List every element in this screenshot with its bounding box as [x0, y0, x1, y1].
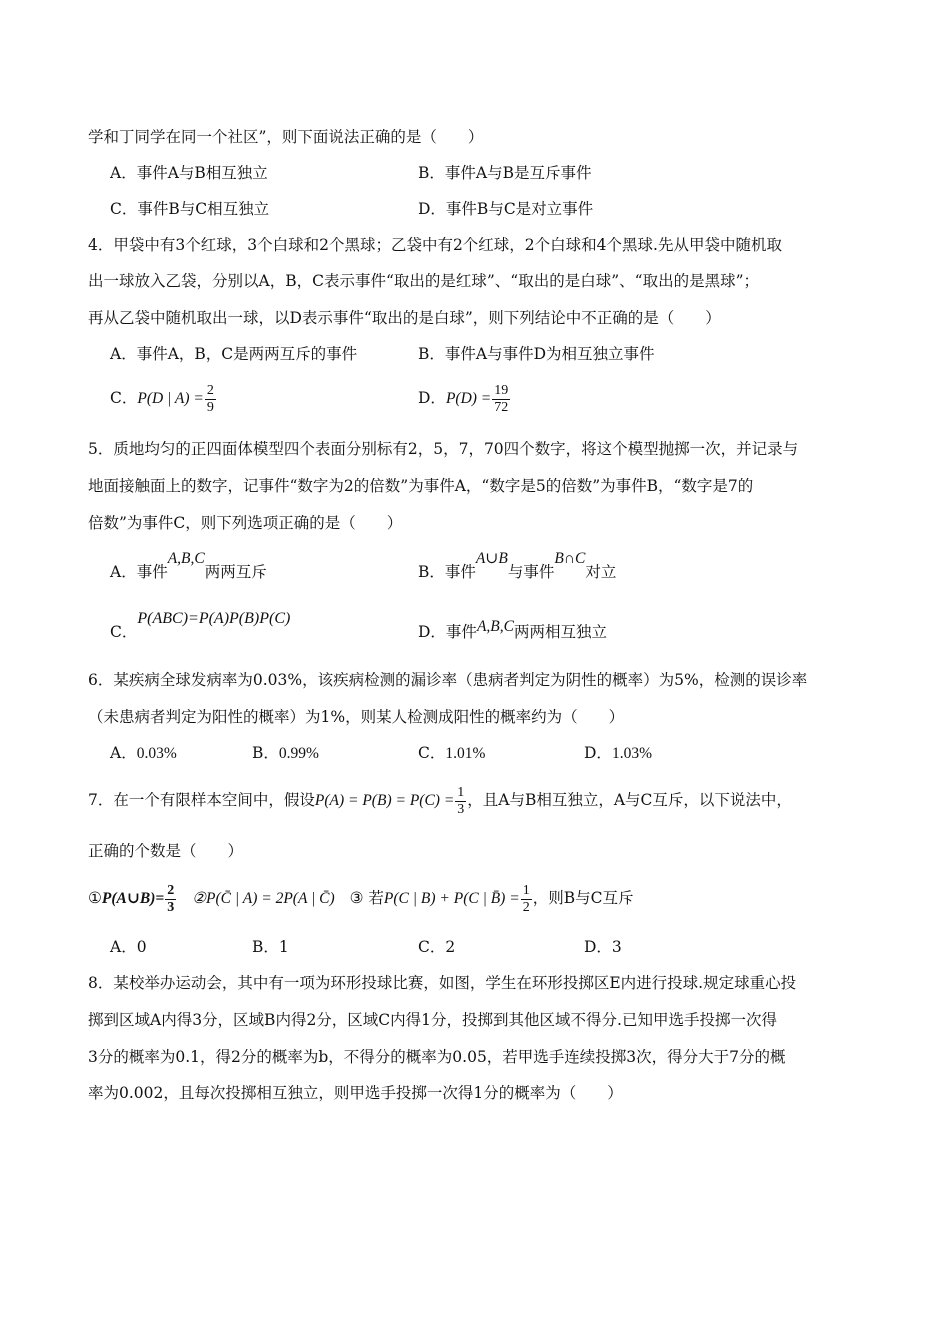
q8-line-4: 率为0.002，且每次投掷相互独立，则甲选手投掷一次得1分的概率为（ ） — [88, 1084, 623, 1102]
q7-line-1-post: ，且A与B相互独立，A与C互斥，以下说法中， — [467, 791, 792, 809]
q7-option-c: C．2 — [418, 938, 456, 956]
q5-option-b-math-2: B∩C — [554, 550, 586, 567]
q3-option-b: B．事件A与B是互斥事件 — [418, 164, 592, 182]
q7-statements — [88, 878, 633, 919]
q8-line-1: 8．某校举办运动会，其中有一项为环形投球比赛，如图，学生在环形投掷区E内进行投球.规定球重心投 — [88, 974, 797, 992]
q3-option-d: D．事件B与C是对立事件 — [418, 200, 594, 218]
q7-line-1-expr: P(A) = P(B) = P(C) = — [314, 792, 455, 809]
q6-option-a: A．0.03% — [110, 744, 177, 762]
q7-option-b: B．1 — [252, 938, 289, 956]
q4-option-d-fraction: $\frac{19}{72}$ — [494, 382, 509, 415]
q5-option-a-math: A,B,C — [167, 550, 205, 567]
q4-option-d-label: D． — [418, 389, 446, 407]
q5-option-c-expr: P(ABC)=P(A)P(B)P(C) — [137, 610, 291, 627]
q7-statement-3-pre: ③ 若 — [349, 889, 384, 907]
q4-option-d — [418, 378, 511, 419]
q4-line-2: 出一球放入乙袋，分别以A，B，C表示事件“取出的是红球”、“取出的是白球”、“取出的是黑球”； — [88, 272, 759, 290]
q7-statement-1-marker: ① — [88, 889, 102, 907]
q5-option-b-label: B．事件 — [418, 563, 476, 581]
q4-option-a: A．事件A，B，C是两两互斥的事件 — [110, 345, 358, 363]
q6-option-d: D．1.03% — [584, 744, 652, 762]
q4-option-c-expr: P(D | A) = — [137, 390, 204, 407]
q5-line-3: 倍数”为事件C，则下列选项正确的是（ ） — [88, 514, 403, 532]
q7-line-1 — [88, 780, 792, 821]
q6-option-c: C．1.01% — [418, 744, 486, 762]
q7-statement-3-expr: P(C | B) + P(C | B̄) = — [383, 890, 520, 907]
q6-line-2: （未患病者判定为阳性的概率）为1%，则某人检测成阳性的概率约为（ ） — [88, 708, 625, 726]
q5-line-1: 5．质地均匀的正四面体模型四个表面分别标有2，5，7，70四个数字，将这个模型抛掷一次，并记录与 — [88, 440, 799, 458]
q7-statement-3-post: ，则B与C互斥 — [532, 889, 634, 907]
q5-option-d-math: A,B,C — [476, 618, 514, 635]
q5-option-d-label: D．事件 — [418, 623, 477, 641]
q7-statement-3-fraction: $\frac{1}{2}$ — [522, 882, 530, 915]
q5-option-b — [418, 550, 617, 584]
q7-line-1-fraction: $\frac{1}{3}$ — [457, 784, 465, 817]
q7-option-d: D．3 — [584, 938, 622, 956]
q8-line-2: 掷到区域A内得3分，区域B内得2分，区域C内得1分，投掷到其他区域不得分.已知甲选手投掷一次得 — [88, 1011, 777, 1029]
q5-option-b-text: 对立 — [585, 563, 617, 581]
q5-option-a-text: 两两互斥 — [204, 563, 267, 581]
q7-statement-2: ②P(C̄ | A) = 2P(A | C̄) — [192, 890, 335, 907]
q7-line-1-pre: 7．在一个有限样本空间中，假设 — [88, 791, 315, 809]
q4-option-c — [110, 378, 217, 419]
q5-option-a — [110, 550, 267, 584]
q4-option-d-expr: P(D) = — [445, 390, 492, 407]
q5-option-d — [418, 618, 607, 644]
q4-option-b: B．事件A与事件D为相互独立事件 — [418, 345, 655, 363]
q6-option-b: B．0.99% — [252, 744, 319, 762]
q4-option-c-label: C． — [110, 389, 138, 407]
q5-option-c — [110, 610, 291, 644]
q6-line-1: 6．某疾病全球发病率为0.03%，该疾病检测的漏诊率（患病者判定为阴性的概率）为5%，检测的误诊率 — [88, 671, 808, 689]
q7-line-2: 正确的个数是（ ） — [88, 842, 244, 860]
q5-option-b-math-1: A∪B — [475, 550, 508, 567]
q5-line-2: 地面接触面上的数字，记事件“数字为2的倍数”为事件A，“数字是5的倍数”为事件B，“数字是7的 — [88, 477, 754, 495]
q3-option-a: A．事件A与B相互独立 — [110, 164, 268, 182]
q7-statement-1-expr: P(A∪B)= — [101, 890, 165, 907]
q5-option-c-label: C． — [110, 623, 138, 641]
q7-statement-1-fraction: $\frac{2}{3}$ — [167, 882, 175, 915]
q4-line-3: 再从乙袋中随机取出一球，以D表示事件“取出的是白球”，则下列结论中不正确的是（ ） — [88, 309, 721, 327]
q4-option-c-fraction: $\frac{2}{9}$ — [206, 382, 214, 415]
q3-option-c: C．事件B与C相互独立 — [110, 200, 270, 218]
q5-option-b-mid: 与事件 — [507, 563, 555, 581]
q3-tail: 学和丁同学在同一个社区”，则下面说法正确的是（ ） — [88, 128, 484, 146]
q7-option-a: A．0 — [110, 938, 147, 956]
q4-line-1: 4．甲袋中有3个红球，3个白球和2个黑球；乙袋中有2个红球，2个白球和4个黑球.先从甲袋中随机取 — [88, 236, 782, 254]
q8-line-3: 3分的概率为0.1，得2分的概率为b，不得分的概率为0.05，若甲选手连续投掷3次，得分大于7分的概 — [88, 1048, 786, 1066]
q5-option-a-label: A．事件 — [110, 563, 168, 581]
q5-option-d-text: 两两相互独立 — [513, 623, 607, 641]
